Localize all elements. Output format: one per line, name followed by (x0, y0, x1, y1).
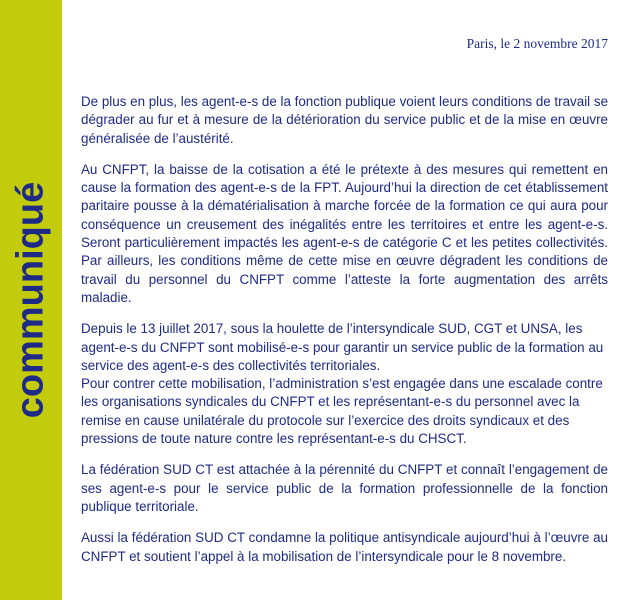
paragraph-3 (81, 320, 608, 448)
paragraph-3-part-1: Depuis le 13 juillet 2017, sous la houlette de l’intersyndicale SUD, CGT et UNSA, les agent-e-s du CNFPT sont mobilisé-e-s pour garantir un service public de la formation au service des agent-e-s des collectivités territoriales. (81, 321, 604, 373)
sidebar-band (0, 0, 62, 600)
paragraph-5: Aussi la fédération SUD CT condamne la politique antisyndicale aujourd’hui à l’œuvre au CNFPT et soutient l’appel à la mobilisation de l’intersyndicale pour le 8 novembre. (81, 530, 608, 564)
paragraph-3-part-2: Pour contrer cette mobilisation, l’administration s’est engagée dans une escalade contre les organisations syndicales du CNFPT et les représentant-e-s du personnel avec la remise en cause unilatérale du protocole sur l’exercice des droits syndicaux et des pressions de toute nature contre les représentant-e-s du CHSCT. (81, 376, 603, 447)
communique-body (81, 93, 608, 579)
paragraph-1: De plus en plus, les agent-e-s de la fonction publique voient leurs conditions de travail se dégrader au fur et à mesure de la détérioration du service public et de la mise en œuvre généralisée de l’austérité. (81, 94, 609, 146)
date-line: Paris, le 2 novembre 2017 (466, 36, 608, 51)
paragraph-4: La fédération SUD CT est attachée à la pérennité du CNFPT et connaît l’engagement de ses agent-e-s pour le service public de la formation professionnelle de la fonction publique territoriale. (81, 462, 608, 514)
paragraph-2: Au CNFPT, la baisse de la cotisation a été le prétexte à des mesures qui remettent en cause la formation des agent-e-s de la FPT. Aujourd’hui la direction de cet établissement paritaire pousse à la dématérialisation à marche forcée de la formation ce qui aura pour conséquence un creusement des inégalités entre les territoires et entre les agent-e-s. Seront particulièrement impactés les agent-e-s de catégorie C et les petites collectivités. Par ailleurs, les conditions même de cette mise en œuvre dégradent les conditions de travail du personnel du CNFPT comme l’atteste la forte augmentation des arrêts maladie. (81, 161, 608, 305)
communique-label: communiqué (9, 181, 52, 419)
